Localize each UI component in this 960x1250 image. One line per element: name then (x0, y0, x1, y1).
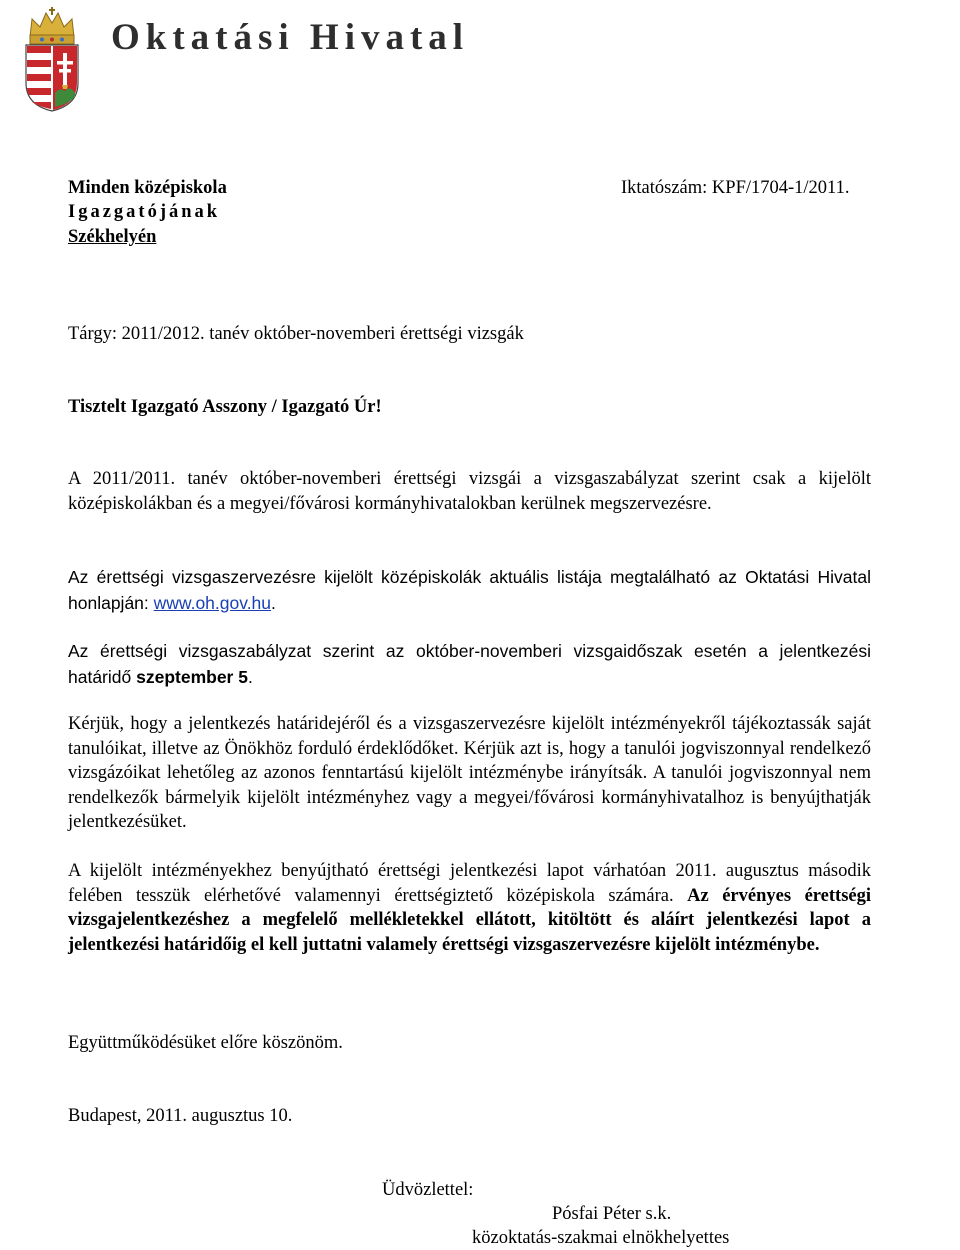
hungarian-coat-of-arms-icon (22, 5, 82, 113)
place-date: Budapest, 2011. augusztus 10. (68, 1106, 293, 1126)
paragraph-3-end: . (247, 666, 253, 687)
paragraph-3-text: Az érettségi vizsgaszabályzat szerint az október-novemberi vizsgaidőszak esetén a jelentkezési határidő (68, 641, 871, 687)
paragraph-2-text: Az érettségi vizsgaszervezésre kijelölt középiskolák aktuális listája megtalálható az Oktatási Hivatal honlapján: (68, 567, 871, 613)
paragraph-3 (68, 639, 871, 690)
recipient-line-3: Székhelyén (68, 227, 157, 247)
paragraph-4: Kérjük, hogy a jelentkezés határidejéről és a vizsgaszervezésre kijelölt intézményekről tájékoztassák saját tanulóikat, illetve az Önökhöz forduló érdeklődőket. Kérjük azt is, hogy a tanulói jogviszonnyal rendelkező vizsgázóikat lehetőleg az azonos fenntartású kijelölt intézménybe irányítsák. A tanulói jogviszonnyal nem rendelkezők bármelyik kijelölt intézményhez vagy a megyei/fővárosi kormányhivatalhoz is benyújthatják jelentkezésüket. (68, 714, 871, 832)
recipient-line-1: Minden középiskola (68, 178, 227, 198)
reference-number: Iktatószám: KPF/1704-1/2011. (621, 178, 850, 198)
deadline-date: szeptember 5 (136, 666, 248, 687)
paragraph-5-text: A kijelölt intézményekhez benyújtható érettségi jelentkezési lapot várhatóan 2011. augusztus második felében tesszük elérhetővé valamennyi érettségiztető középiskola számára. (68, 861, 871, 906)
paragraph-1: A 2011/2011. tanév október-novemberi érettségi vizsgái a vizsgaszabályzat szerint csak a kijelölt középiskolákban és a megyei/fővárosi kormányhivatalokban kerülnek megszervezésre. (68, 469, 871, 514)
closing-line: Együttműködésüket előre köszönöm. (68, 1033, 343, 1053)
recipient-line-2: Igazgatójának (68, 202, 221, 222)
signature-name: Pósfai Péter s.k. (552, 1204, 672, 1224)
page-title: Oktatási Hivatal (111, 17, 470, 58)
paragraph-5-emphasis: Az érvényes érettségi vizsgajelentkezéshez a megfelelő mellékletekkel ellátott, kitöltött és aláírt jelentkezési lapot a jelentkezési határidőig el kell juttatni valamely érettségi vizsgaszervezésre kijelölt intézménybe. (68, 885, 872, 955)
signature-greeting: Üdvözlettel: (382, 1180, 474, 1200)
subject-line: Tárgy: 2011/2012. tanév október-novemberi érettségi vizsgák (68, 324, 524, 344)
salutation: Tisztelt Igazgató Asszony / Igazgató Úr! (68, 397, 382, 417)
paragraph-5 (68, 859, 871, 957)
paragraph-2 (68, 565, 871, 616)
paragraph-2-end: . (271, 592, 276, 613)
signature-position: közoktatás-szakmai elnökhelyettes (472, 1228, 730, 1248)
website-link[interactable]: www.oh.gov.hu (153, 592, 272, 613)
